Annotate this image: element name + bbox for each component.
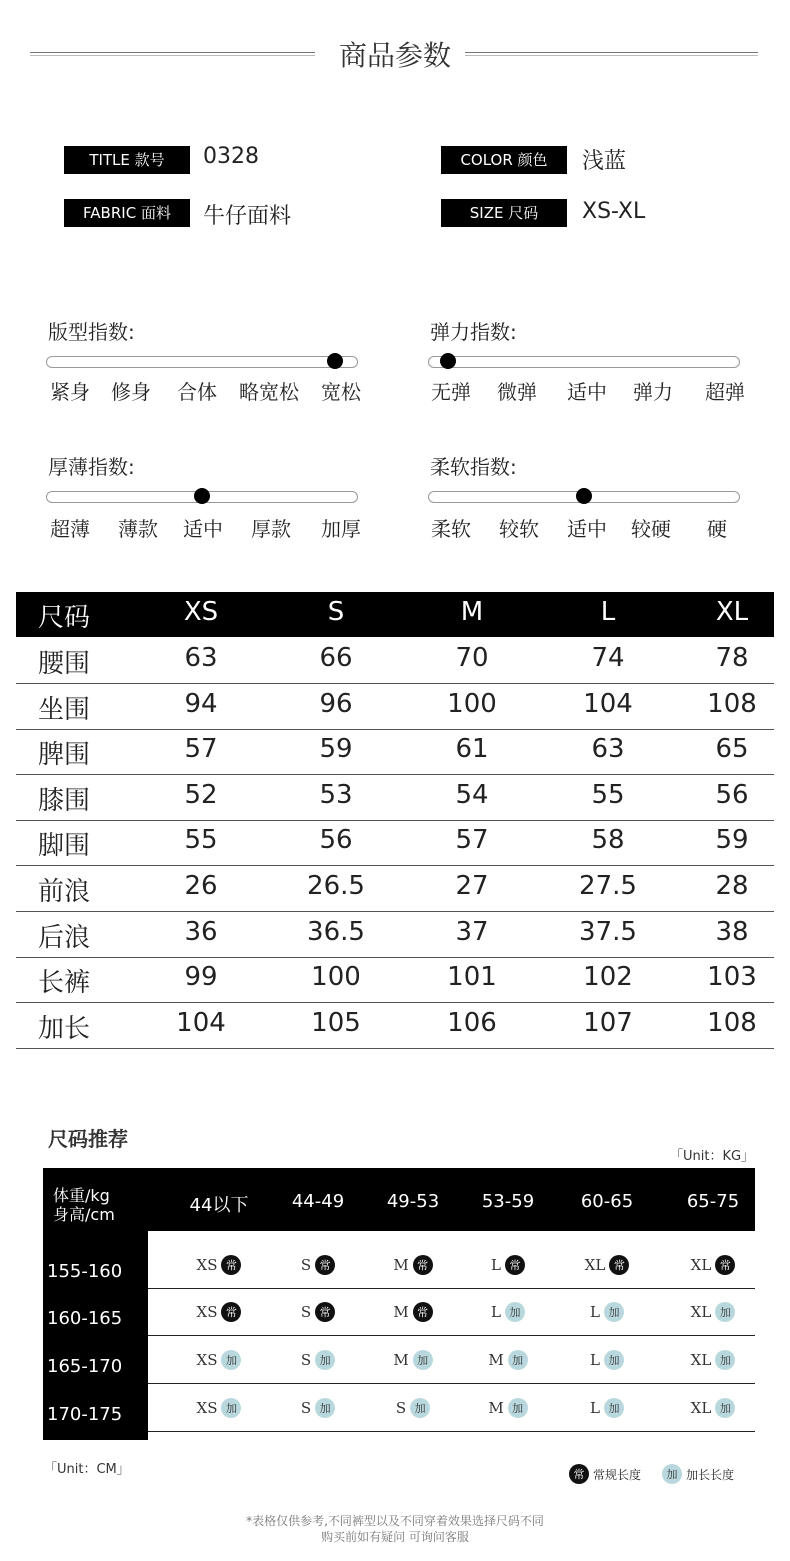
recommended-size-cell [562, 1300, 652, 1324]
extended-length-badge: 加 [315, 1350, 335, 1370]
disclaimer-line-2: 购买前如有疑问 可询问客服 [321, 1530, 469, 1544]
param-value-color: 浅蓝 [582, 149, 627, 174]
measurement-value: 53 [319, 779, 353, 810]
measurement-name: 脚围 [37, 831, 90, 862]
regular-length-badge: 常 [413, 1255, 433, 1275]
recommended-size: M [393, 1256, 409, 1274]
index-scale-label: 紧身 [50, 380, 90, 404]
recommended-size-cell [463, 1396, 553, 1420]
measurement-name: 坐围 [37, 694, 90, 725]
recommended-size-cell [668, 1348, 758, 1372]
recommended-size: M [393, 1351, 409, 1369]
extended-length-badge: 加 [221, 1398, 241, 1418]
measurement-value: 107 [583, 1007, 633, 1038]
table-row-divider [16, 911, 774, 912]
extended-length-badge: 加 [413, 1350, 433, 1370]
index-slider-knob [194, 488, 210, 504]
recommended-size: L [590, 1399, 600, 1417]
index-slider-track [46, 491, 358, 503]
recommended-size-cell [368, 1348, 458, 1372]
index-slider-knob [576, 488, 592, 504]
measurement-value: 105 [311, 1007, 361, 1038]
recommended-size: L [491, 1256, 501, 1274]
corner-weight-label: 体重/kg [53, 1186, 110, 1205]
param-tag-color: COLOR 颜色 [441, 146, 567, 174]
index-scale-label: 超弹 [705, 380, 745, 404]
measurement-value: 65 [715, 734, 749, 765]
measurement-value: 57 [184, 734, 218, 765]
regular-length-badge: 常 [315, 1302, 335, 1322]
table-row-divider [16, 957, 774, 958]
index-scale-label: 适中 [183, 517, 223, 541]
measurement-value: 36 [184, 916, 218, 947]
measurement-value: 108 [707, 1007, 757, 1038]
param-tag-title: TITLE 款号 [64, 146, 190, 174]
size-column-header: XL [715, 597, 749, 627]
measurement-value: 99 [184, 962, 218, 993]
measurement-name: 加长 [37, 1013, 90, 1044]
recommend-row-divider [148, 1288, 755, 1289]
recommended-size: XS [196, 1303, 218, 1321]
regular-length-badge: 常 [413, 1302, 433, 1322]
measurement-value: 28 [715, 871, 749, 901]
table-row-divider [16, 820, 774, 821]
recommended-size-cell [562, 1348, 652, 1372]
extended-length-badge: 加 [410, 1398, 430, 1418]
measurement-name: 脾围 [37, 740, 90, 771]
size-column-header: XS [183, 597, 219, 627]
param-tag-size: SIZE 尺码 [441, 199, 567, 227]
index-title: 版型指数: [48, 320, 135, 344]
table-row-divider [16, 729, 774, 730]
weight-range-header: 60-65 [580, 1191, 634, 1212]
index-scale-label: 厚款 [251, 517, 291, 541]
weight-range-header: 53-59 [481, 1191, 535, 1212]
recommended-size-cell [668, 1300, 758, 1324]
extended-length-badge: 加 [715, 1350, 735, 1370]
measurement-value: 55 [591, 779, 625, 810]
index-scale-label: 略宽松 [239, 380, 299, 404]
size-table-header-bar [16, 592, 774, 637]
index-scale-label: 无弹 [431, 380, 471, 404]
measurement-value: 94 [184, 688, 218, 719]
measurement-value: 108 [707, 688, 757, 719]
recommended-size: XS [196, 1256, 218, 1274]
recommended-size-cell [668, 1396, 758, 1420]
index-title: 弹力指数: [430, 320, 517, 344]
measurement-value: 27 [455, 871, 489, 901]
measurement-value: 102 [583, 962, 633, 993]
recommended-size-cell [368, 1300, 458, 1324]
measurement-value: 101 [447, 962, 497, 993]
index-scale-label: 硬 [707, 517, 727, 541]
height-range-label: 155-160 [47, 1261, 123, 1282]
recommend-row-divider [148, 1335, 755, 1336]
measurement-value: 56 [319, 825, 353, 856]
index-scale-label: 宽松 [321, 380, 361, 404]
height-range-label: 170-175 [47, 1404, 123, 1425]
index-scale-label: 弹力 [633, 380, 673, 404]
recommend-row-divider [148, 1431, 755, 1432]
measurement-value: 66 [319, 643, 353, 673]
corner-height-label: 身高/cm [53, 1205, 115, 1224]
recommended-size: XS [196, 1399, 218, 1417]
index-scale-label: 超薄 [50, 517, 90, 541]
legend-extended [662, 1464, 734, 1484]
recommended-size: L [590, 1303, 600, 1321]
extended-length-badge: 加 [662, 1464, 682, 1484]
measurement-value: 104 [583, 688, 633, 719]
recommended-size: S [300, 1303, 312, 1321]
measurement-value: 59 [319, 734, 353, 765]
measurement-name: 腰围 [37, 649, 90, 679]
param-value-size: XS-XL [582, 199, 646, 224]
table-row-divider [16, 865, 774, 866]
regular-length-badge: 常 [221, 1255, 241, 1275]
recommended-size-cell [273, 1348, 363, 1372]
weight-range-header: 44以下 [189, 1195, 249, 1216]
param-tag-fabric: FABRIC 面料 [64, 199, 190, 227]
index-scale-label: 薄款 [118, 517, 158, 541]
measurement-value: 26.5 [307, 871, 365, 901]
measurement-value: 96 [319, 688, 353, 719]
recommended-size-cell [174, 1348, 264, 1372]
param-value-fabric: 牛仔面料 [203, 204, 292, 229]
index-scale-label: 适中 [567, 380, 607, 404]
extended-length-badge: 加 [315, 1398, 335, 1418]
measurement-value: 100 [447, 688, 497, 719]
measurement-value: 106 [447, 1007, 497, 1038]
regular-length-badge: 常 [221, 1302, 241, 1322]
extended-length-badge: 加 [604, 1350, 624, 1370]
extended-length-badge: 加 [604, 1398, 624, 1418]
recommended-size-cell [174, 1396, 264, 1420]
measurement-value: 26 [184, 871, 218, 901]
measurement-value: 37 [455, 916, 489, 947]
recommended-size-cell [562, 1253, 652, 1277]
measurement-value: 100 [311, 962, 361, 993]
measurement-value: 59 [715, 825, 749, 856]
recommended-size: S [395, 1399, 407, 1417]
recommended-size-cell [368, 1396, 458, 1420]
recommended-size: XL [690, 1399, 712, 1417]
recommended-size: M [393, 1303, 409, 1321]
measurement-value: 57 [455, 825, 489, 856]
recommended-size-cell [562, 1396, 652, 1420]
recommended-size: XS [196, 1351, 218, 1369]
measurement-value: 63 [591, 734, 625, 765]
legend-extended-label: 加长长度 [686, 1467, 735, 1482]
index-slider-knob [440, 353, 456, 369]
recommended-size-cell [273, 1300, 363, 1324]
recommended-size: XL [690, 1303, 712, 1321]
measurement-name: 膝围 [37, 785, 90, 816]
measurement-value: 103 [707, 962, 757, 993]
index-title: 厚薄指数: [48, 455, 135, 479]
measurement-value: 70 [455, 643, 489, 673]
legend-regular [569, 1464, 641, 1484]
size-table-corner-label: 尺码 [37, 603, 90, 633]
measurement-value: 54 [455, 779, 489, 810]
measurement-value: 38 [715, 916, 749, 947]
weight-range-header: 49-53 [386, 1191, 440, 1212]
index-scale-label: 适中 [567, 517, 607, 541]
table-row-divider [16, 683, 774, 684]
measurement-value: 74 [591, 643, 625, 673]
measurement-value: 78 [715, 643, 749, 673]
recommended-size-cell [668, 1253, 758, 1277]
measurement-value: 58 [591, 825, 625, 856]
index-scale-label: 修身 [111, 380, 151, 404]
weight-range-header: 44-49 [291, 1191, 345, 1212]
index-title: 柔软指数: [430, 455, 517, 479]
recommended-size-cell [174, 1253, 264, 1277]
recommended-size: XL [690, 1351, 712, 1369]
recommended-size-cell [368, 1253, 458, 1277]
legend-regular-label: 常规长度 [593, 1467, 642, 1482]
measurement-name: 长裤 [37, 968, 90, 999]
measurement-value: 52 [184, 779, 218, 810]
recommended-size-cell [463, 1300, 553, 1324]
table-row-divider [16, 1002, 774, 1003]
measurement-value: 63 [184, 643, 218, 673]
recommended-size: S [300, 1351, 312, 1369]
height-range-label: 160-165 [47, 1308, 123, 1329]
recommended-size-cell [463, 1348, 553, 1372]
regular-length-badge: 常 [715, 1255, 735, 1275]
measurement-name: 后浪 [37, 922, 90, 953]
size-column-header: S [327, 597, 345, 627]
recommended-size: XL [690, 1256, 712, 1274]
size-column-header: L [600, 597, 616, 627]
measurement-value: 61 [455, 734, 489, 765]
regular-length-badge: 常 [315, 1255, 335, 1275]
unit-cm-label: 「Unit：CM」 [44, 1462, 130, 1477]
extended-length-badge: 加 [221, 1350, 241, 1370]
measurement-value: 55 [184, 825, 218, 856]
index-scale-label: 加厚 [321, 517, 361, 541]
recommended-size: L [491, 1303, 501, 1321]
recommended-size: S [300, 1256, 312, 1274]
page-title: 商品参数 [338, 39, 451, 72]
weight-range-header: 65-75 [686, 1191, 740, 1212]
table-row-divider [16, 774, 774, 775]
recommended-size-cell [174, 1300, 264, 1324]
measurement-value: 104 [176, 1007, 226, 1038]
measurement-value: 27.5 [579, 871, 637, 901]
measurement-value: 56 [715, 779, 749, 810]
index-scale-label: 微弹 [497, 380, 537, 404]
height-range-label: 165-170 [47, 1356, 123, 1377]
index-slider-track [46, 356, 358, 368]
index-scale-label: 柔软 [431, 517, 471, 541]
table-row-divider [16, 1048, 774, 1049]
index-slider-knob [327, 353, 343, 369]
regular-length-badge: 常 [609, 1255, 629, 1275]
extended-length-badge: 加 [604, 1302, 624, 1322]
recommended-size-cell [273, 1396, 363, 1420]
recommended-size-cell [463, 1253, 553, 1277]
regular-length-badge: 常 [569, 1464, 589, 1484]
recommended-size: S [300, 1399, 312, 1417]
extended-length-badge: 加 [505, 1302, 525, 1322]
measurement-value: 36.5 [307, 916, 365, 947]
recommended-size: L [590, 1351, 600, 1369]
index-scale-label: 较硬 [631, 517, 671, 541]
recommended-size: M [488, 1351, 504, 1369]
param-value-title: 0328 [203, 144, 259, 169]
recommend-title: 尺码推荐 [48, 1127, 128, 1151]
recommend-row-divider [148, 1383, 755, 1384]
index-scale-label: 较软 [499, 517, 539, 541]
size-column-header: M [460, 597, 484, 627]
extended-length-badge: 加 [715, 1302, 735, 1322]
disclaimer-line-1: *表格仅供参考,不同裤型以及不同穿着效果选择尺码不同 [246, 1514, 544, 1528]
extended-length-badge: 加 [508, 1398, 528, 1418]
recommended-size: M [488, 1399, 504, 1417]
recommended-size-cell [273, 1253, 363, 1277]
index-scale-label: 合体 [177, 380, 217, 404]
extended-length-badge: 加 [508, 1350, 528, 1370]
regular-length-badge: 常 [505, 1255, 525, 1275]
unit-kg-label: 「Unit：KG」 [670, 1149, 755, 1164]
index-slider-track [428, 491, 740, 503]
recommended-size: XL [584, 1256, 606, 1274]
index-slider-track [428, 356, 740, 368]
measurement-value: 37.5 [579, 916, 637, 947]
measurement-name: 前浪 [37, 877, 90, 907]
extended-length-badge: 加 [715, 1398, 735, 1418]
